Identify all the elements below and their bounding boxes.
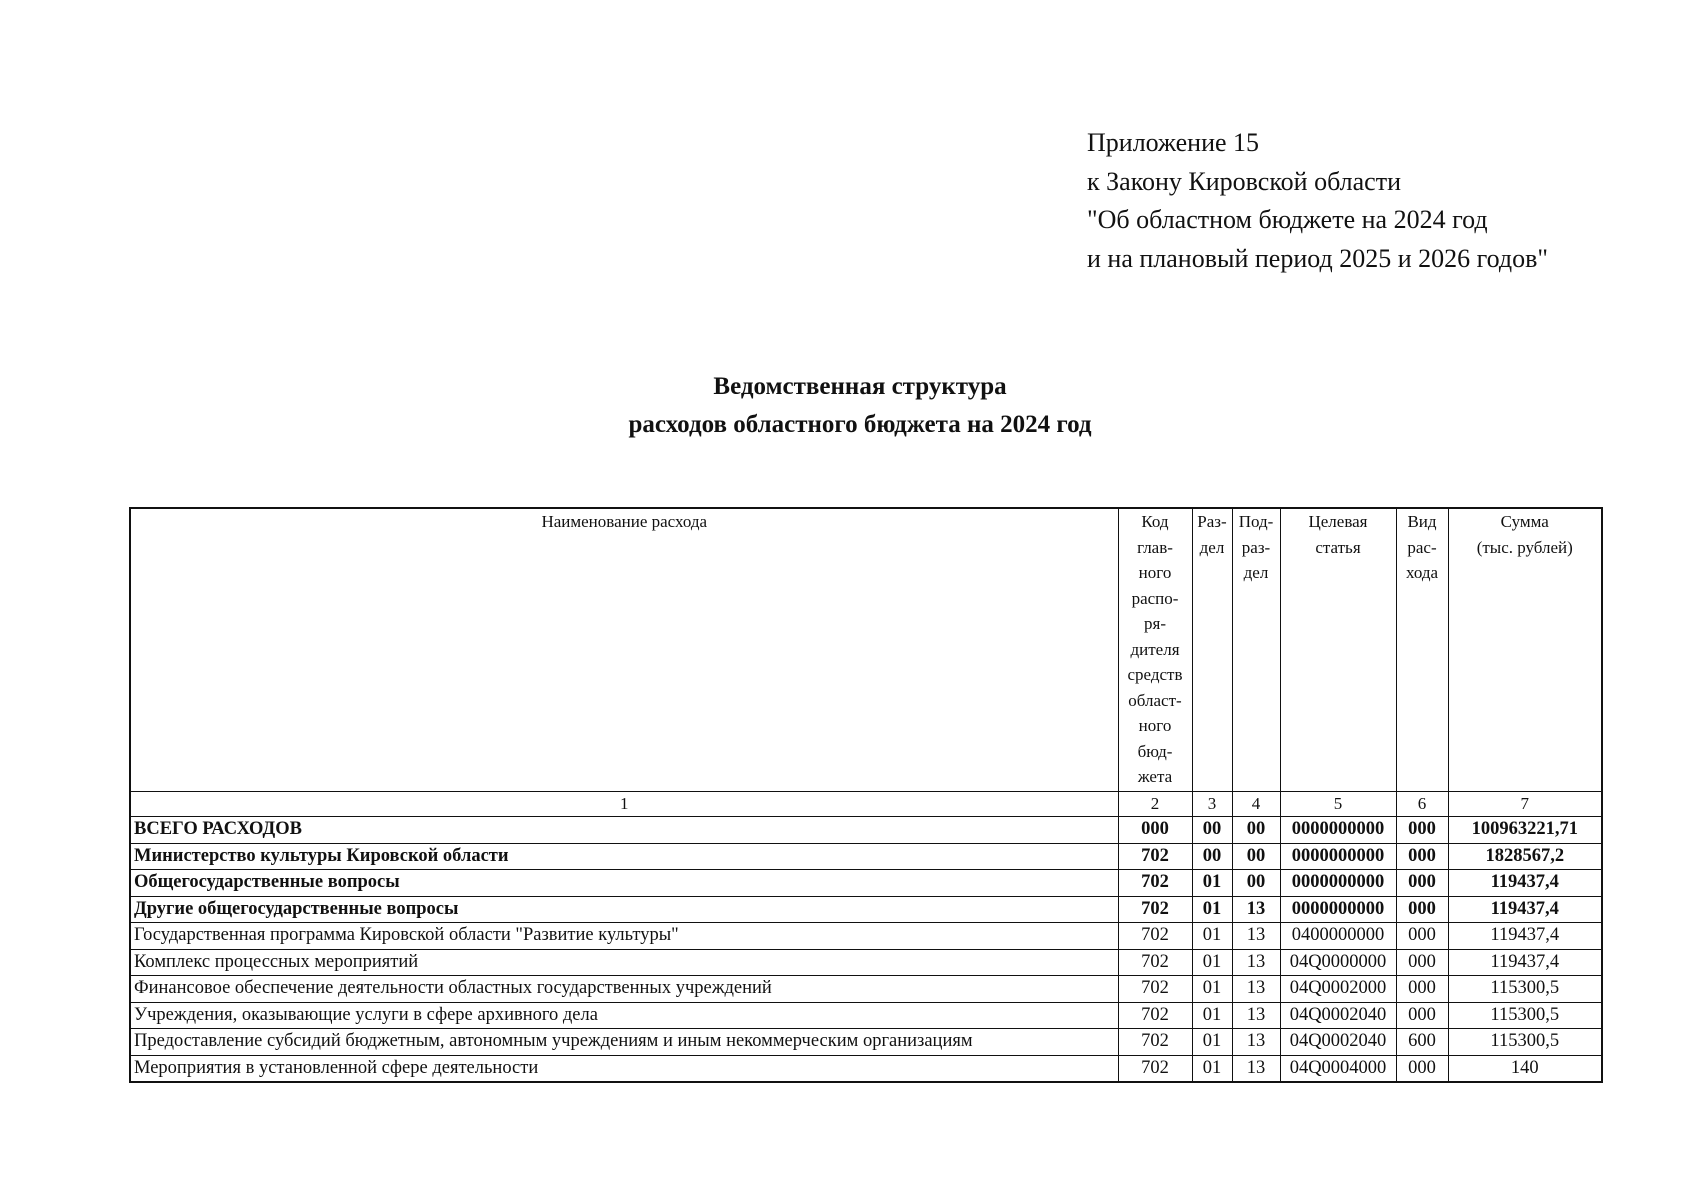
row-code: 702	[1118, 1055, 1192, 1082]
row-code: 702	[1118, 843, 1192, 870]
header-text-line: (тыс. рублей)	[1476, 537, 1573, 557]
row-name: Государственная программа Кировской области "Развитие культуры"	[130, 923, 1118, 950]
row-section: 01	[1192, 976, 1232, 1003]
row-subsection: 13	[1232, 1055, 1280, 1082]
row-subsection: 13	[1232, 896, 1280, 923]
row-section: 01	[1192, 1029, 1232, 1056]
table-row	[130, 896, 1602, 923]
row-target: 04Q0002040	[1280, 1029, 1396, 1056]
table-row	[130, 1055, 1602, 1082]
header-text-line: статья	[1315, 537, 1361, 557]
row-code: 702	[1118, 870, 1192, 897]
column-number-row	[130, 792, 1602, 817]
row-sum: 140	[1448, 1055, 1602, 1082]
row-sum: 115300,5	[1448, 976, 1602, 1003]
row-sum: 100963221,71	[1448, 817, 1602, 844]
table-row	[130, 949, 1602, 976]
row-kind: 000	[1396, 1002, 1448, 1029]
header-text-line: Вид	[1407, 512, 1437, 531]
header-kind	[1396, 508, 1448, 792]
row-name: Общегосударственные вопросы	[130, 870, 1118, 897]
header-text-line: Код	[1141, 512, 1169, 531]
row-kind: 000	[1396, 870, 1448, 897]
row-target: 04Q0002000	[1280, 976, 1396, 1003]
header-text-line: ного	[1138, 563, 1172, 582]
row-target: 0000000000	[1280, 896, 1396, 923]
row-code: 702	[1118, 976, 1192, 1003]
row-section: 01	[1192, 870, 1232, 897]
row-name: Учреждения, оказывающие услуги в сфере архивного дела	[130, 1002, 1118, 1029]
row-target: 0000000000	[1280, 817, 1396, 844]
row-section: 00	[1192, 817, 1232, 844]
header-text-line: Целевая	[1308, 512, 1368, 531]
row-kind: 000	[1396, 923, 1448, 950]
header-section	[1192, 508, 1232, 792]
header-row	[130, 508, 1602, 792]
document-title	[0, 368, 1690, 444]
table-row	[130, 843, 1602, 870]
header-name: Наименование расхода	[130, 508, 1118, 792]
row-sum: 115300,5	[1448, 1029, 1602, 1056]
appendix-note	[1087, 124, 1548, 278]
title-line-2: расходов областного бюджета на 2024 год	[628, 411, 1092, 438]
header-sum	[1448, 508, 1602, 792]
row-kind: 000	[1396, 896, 1448, 923]
row-sum: 119437,4	[1448, 870, 1602, 897]
row-subsection: 00	[1232, 817, 1280, 844]
row-kind: 000	[1396, 1055, 1448, 1082]
row-name: Другие общегосударственные вопросы	[130, 896, 1118, 923]
row-sum: 119437,4	[1448, 923, 1602, 950]
row-code: 702	[1118, 896, 1192, 923]
column-number: 1	[130, 792, 1118, 817]
row-section: 01	[1192, 1055, 1232, 1082]
row-kind: 000	[1396, 843, 1448, 870]
header-text-line: ного	[1138, 716, 1172, 735]
row-kind: 600	[1396, 1029, 1448, 1056]
row-subsection: 13	[1232, 949, 1280, 976]
row-target: 04Q0000000	[1280, 949, 1396, 976]
header-text-line: Под-	[1238, 512, 1274, 531]
header-target	[1280, 508, 1396, 792]
budget-table	[129, 507, 1603, 1083]
table-row	[130, 817, 1602, 844]
header-text-line: дел	[1199, 537, 1225, 557]
row-subsection: 00	[1232, 870, 1280, 897]
column-number: 2	[1118, 792, 1192, 817]
table-body	[130, 817, 1602, 1083]
row-name: Мероприятия в установленной сфере деятельности	[130, 1055, 1118, 1082]
column-number: 6	[1396, 792, 1448, 817]
header-text-line: глав-	[1137, 537, 1173, 557]
header-subsection	[1232, 508, 1280, 792]
header-text-line: рас-	[1407, 537, 1437, 557]
appendix-line: Приложение 15	[1087, 128, 1260, 157]
row-code: 702	[1118, 1002, 1192, 1029]
table-row	[130, 870, 1602, 897]
row-subsection: 13	[1232, 923, 1280, 950]
row-code: 702	[1118, 949, 1192, 976]
title-line-1: Ведомственная структура	[713, 373, 1007, 400]
row-name: Предоставление субсидий бюджетным, автономным учреждениям и иным некоммерческим организациям	[130, 1029, 1118, 1056]
row-code: 702	[1118, 1029, 1192, 1056]
row-target: 0000000000	[1280, 870, 1396, 897]
header-text-line: Сумма	[1500, 512, 1549, 531]
appendix-line: "Об областном бюджете на 2024 год	[1087, 205, 1488, 234]
row-target: 0000000000	[1280, 843, 1396, 870]
column-number: 4	[1232, 792, 1280, 817]
header-text-line: хода	[1405, 563, 1439, 582]
header-text-line: дел	[1243, 563, 1269, 582]
column-number: 3	[1192, 792, 1232, 817]
header-text-line: распо-	[1131, 588, 1179, 608]
row-section: 00	[1192, 843, 1232, 870]
row-section: 01	[1192, 923, 1232, 950]
row-kind: 000	[1396, 976, 1448, 1003]
row-kind: 000	[1396, 817, 1448, 844]
row-code: 702	[1118, 923, 1192, 950]
header-code	[1118, 508, 1192, 792]
row-target: 04Q0002040	[1280, 1002, 1396, 1029]
row-section: 01	[1192, 949, 1232, 976]
row-subsection: 13	[1232, 976, 1280, 1003]
table-row	[130, 1002, 1602, 1029]
row-sum: 1828567,2	[1448, 843, 1602, 870]
row-sum: 119437,4	[1448, 896, 1602, 923]
header-text-line: област-	[1128, 690, 1182, 710]
row-section: 01	[1192, 896, 1232, 923]
row-target: 04Q0004000	[1280, 1055, 1396, 1082]
row-name: Финансовое обеспечение деятельности областных государственных учреждений	[130, 976, 1118, 1003]
row-name: Комплекс процессных мероприятий	[130, 949, 1118, 976]
row-name: ВСЕГО РАСХОДОВ	[130, 817, 1118, 844]
appendix-line: к Закону Кировской области	[1087, 166, 1401, 196]
column-number: 7	[1448, 792, 1602, 817]
table-row	[130, 1029, 1602, 1056]
row-sum: 119437,4	[1448, 949, 1602, 976]
header-text-line: раз-	[1241, 537, 1271, 557]
appendix-line: и на плановый период 2025 и 2026 годов"	[1087, 243, 1549, 273]
table-row	[130, 976, 1602, 1003]
table-row	[130, 923, 1602, 950]
row-section: 01	[1192, 1002, 1232, 1029]
row-subsection: 00	[1232, 843, 1280, 870]
row-name: Министерство культуры Кировской области	[130, 843, 1118, 870]
row-sum: 115300,5	[1448, 1002, 1602, 1029]
header-text-line: дителя	[1130, 639, 1180, 659]
header-text-line: Раз-	[1197, 512, 1227, 531]
row-subsection: 13	[1232, 1029, 1280, 1056]
header-text-line: жета	[1137, 767, 1173, 786]
header-text-line: средств	[1127, 665, 1183, 684]
row-code: 000	[1118, 817, 1192, 844]
header-text-line: ря-	[1144, 614, 1166, 633]
row-kind: 000	[1396, 949, 1448, 976]
column-number: 5	[1280, 792, 1396, 817]
row-subsection: 13	[1232, 1002, 1280, 1029]
row-target: 0400000000	[1280, 923, 1396, 950]
header-text-line: бюд-	[1137, 741, 1173, 761]
